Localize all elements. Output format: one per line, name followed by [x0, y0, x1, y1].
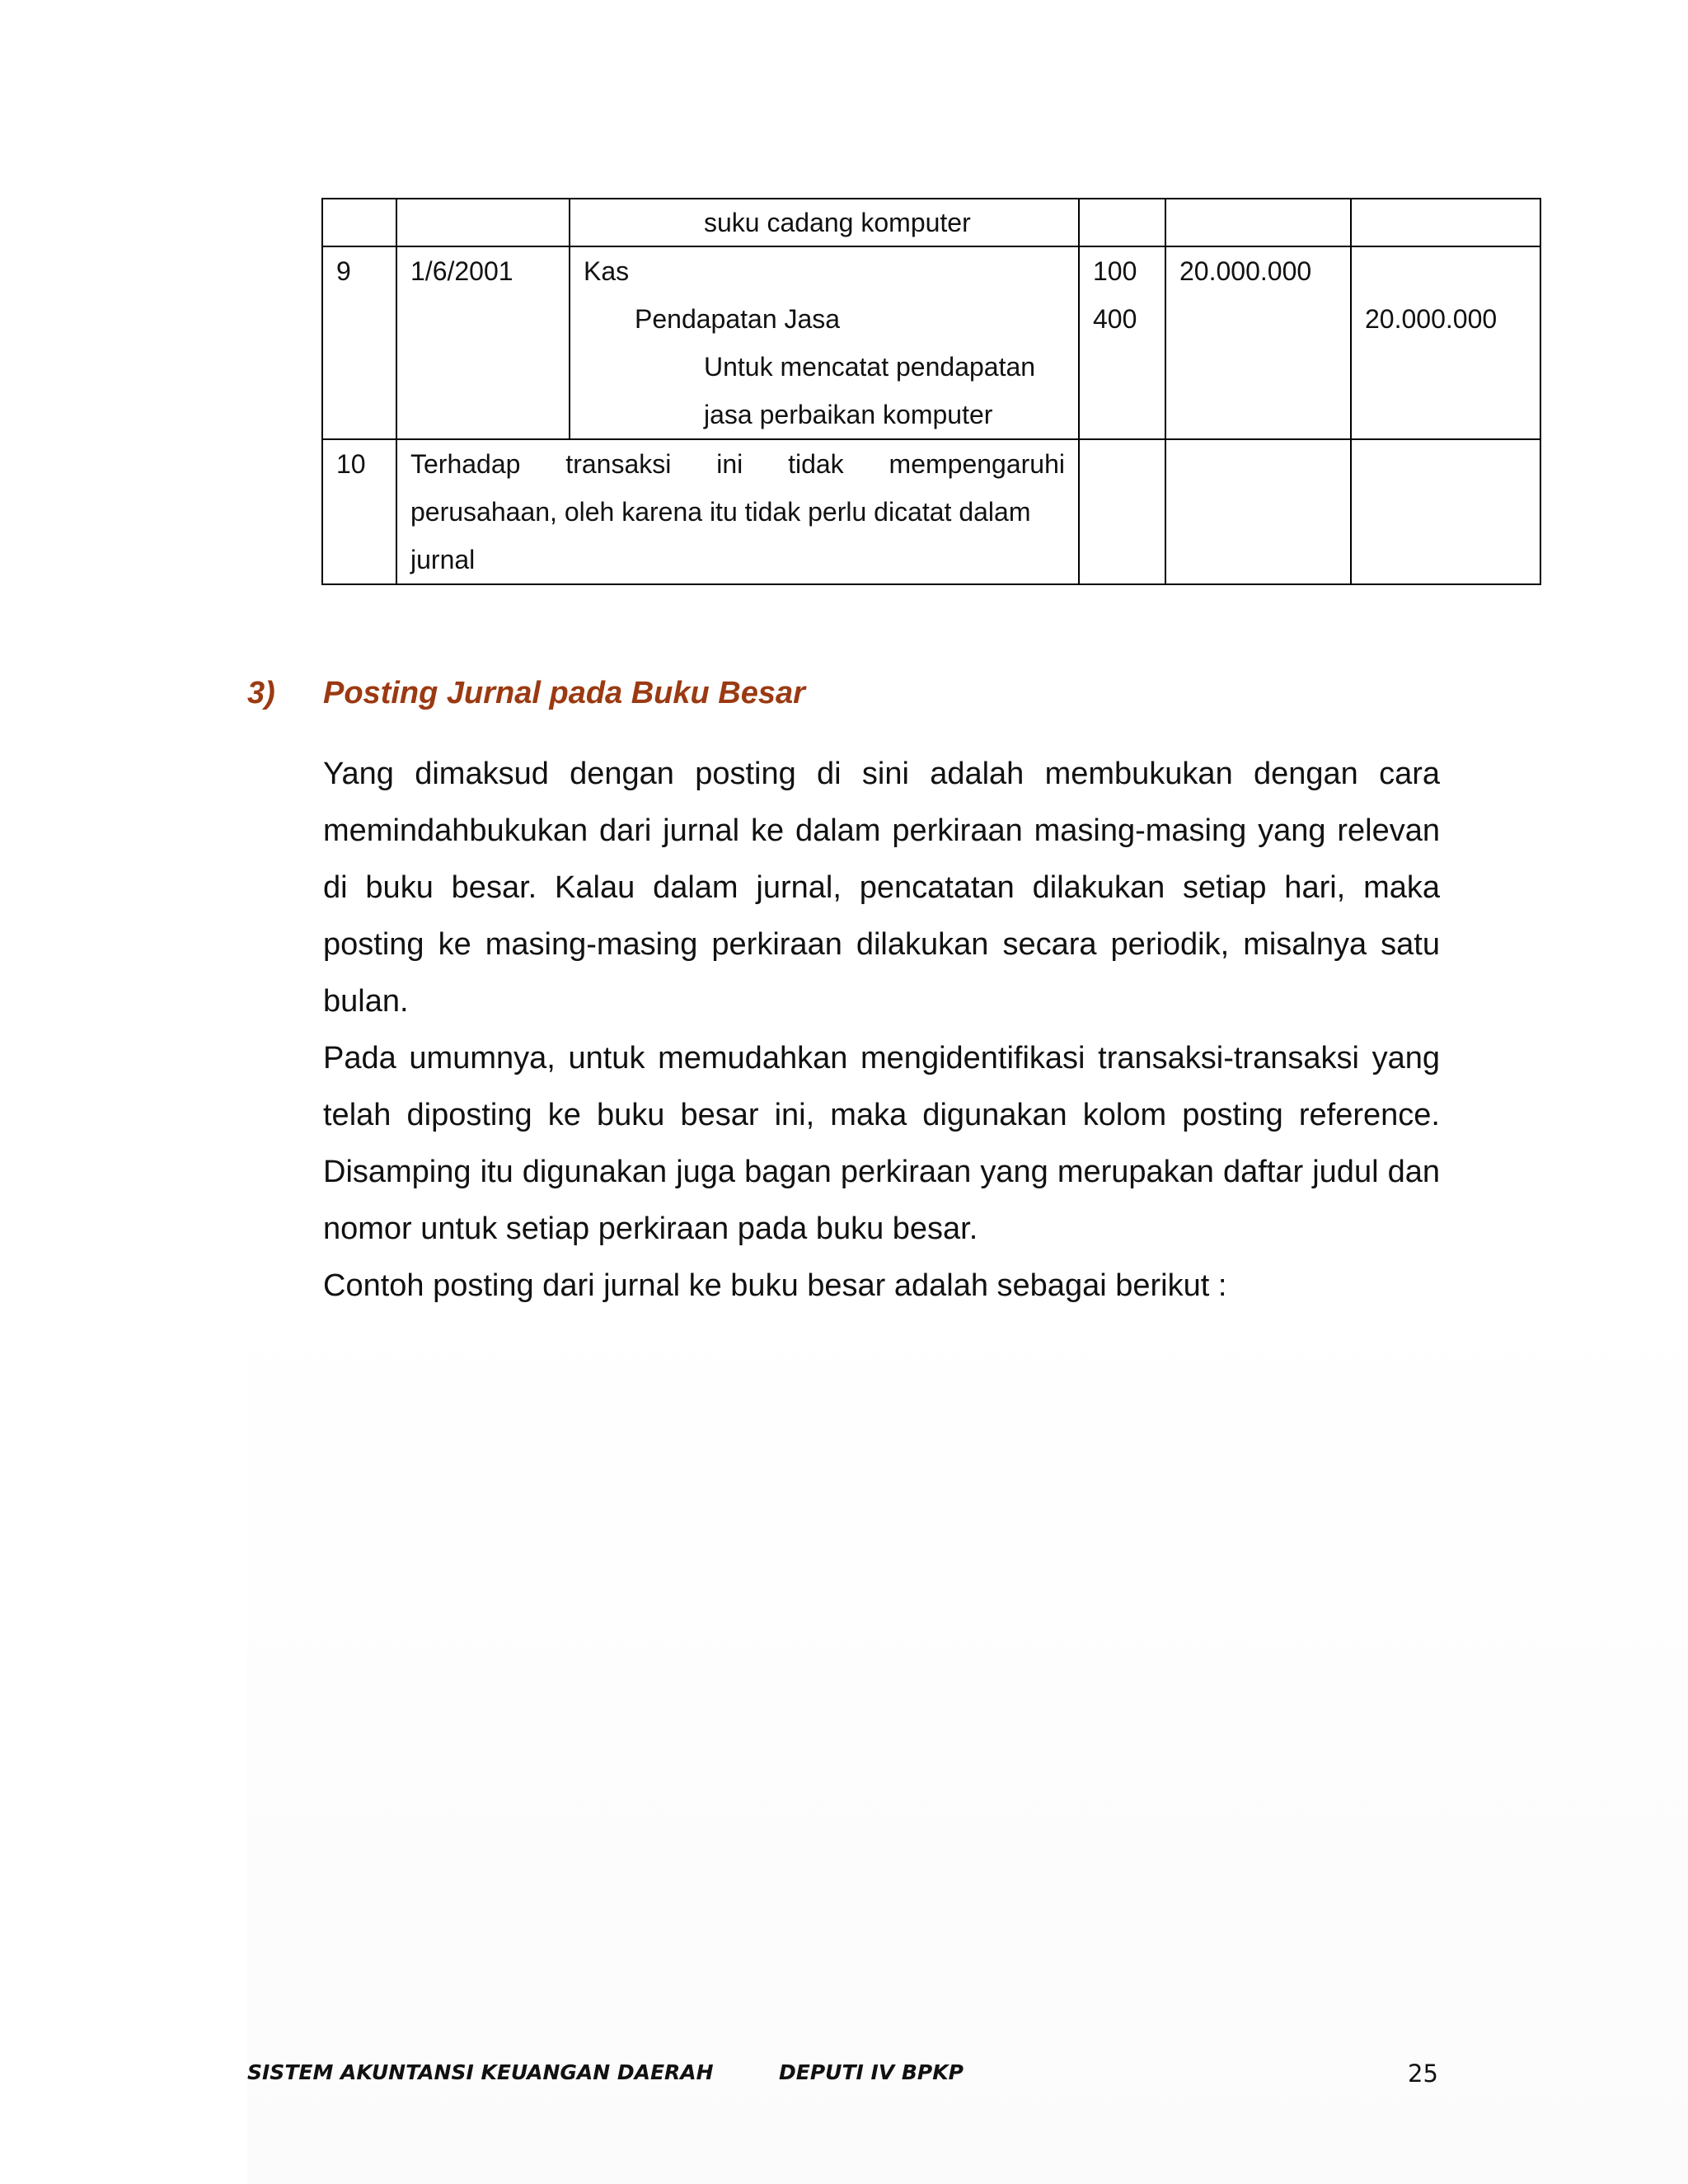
paragraph: Contoh posting dari jurnal ke buku besar adalah sebagai berikut :: [323, 1268, 1227, 1303]
footer-organization: DEPUTI IV BPKP: [779, 2060, 964, 2084]
table-row: [322, 199, 1540, 246]
cell-ref: [1079, 439, 1165, 584]
word: ini: [716, 449, 743, 479]
description-line: jasa perbaikan komputer: [704, 400, 993, 429]
page-number: 25: [1408, 2060, 1438, 2088]
body-text: [323, 746, 1440, 1315]
cell-ref: [1079, 199, 1165, 246]
cell-description: [570, 246, 1079, 439]
cell-no: 10: [322, 439, 396, 584]
debit-amount: 20.000.000: [1179, 256, 1312, 286]
cell-description: [570, 199, 1079, 246]
word: transaksi: [565, 449, 672, 479]
section-number: 3): [247, 676, 275, 710]
cell-date: [396, 199, 570, 246]
journal-table: [321, 198, 1541, 585]
cell-credit: [1351, 246, 1540, 439]
paragraph: Pada umumnya, untuk memudahkan mengidentifikasi transaksi-transaksi yang telah diposting ke buku besar ini, maka digunakan kolom posting reference. Disamping itu digunakan juga bagan perkiraan yang merupakan daftar judul dan nomor untuk setiap perkiraan pada buku besar.: [323, 1041, 1440, 1246]
credit-blank: [1365, 247, 1526, 295]
cell-credit: [1351, 199, 1540, 246]
cell-no: [322, 199, 396, 246]
word: Terhadap: [410, 449, 521, 479]
section-title: Posting Jurnal pada Buku Besar: [323, 676, 805, 710]
word: mempengaruhi: [889, 449, 1065, 479]
page-background: [247, 1269, 1688, 2184]
description-line: Kas: [584, 256, 630, 286]
description-line: Untuk mencatat pendapatan: [704, 352, 1036, 382]
cell-debit: [1165, 439, 1351, 584]
footer-title: SISTEM AKUNTANSI KEUANGAN DAERAH: [247, 2060, 714, 2084]
description-line: perusahaan, oleh karena itu tidak perlu dicatat dalam: [410, 497, 1031, 527]
cell-credit: [1351, 439, 1540, 584]
paragraph: Yang dimaksud dengan posting di sini adalah membukukan dengan cara memindahbukukan dari jurnal ke dalam perkiraan masing-masing yang relevan di buku besar. Kalau dalam jurnal, pencatatan dilakukan setiap hari, maka posting ke masing-masing perkiraan dilakukan secara periodik, misalnya satu bulan.: [323, 757, 1440, 1019]
credit-amount: 20.000.000: [1365, 304, 1498, 334]
cell-no: 9: [322, 246, 396, 439]
cell-description-merged: [396, 439, 1079, 584]
cell-debit: [1165, 246, 1351, 439]
cell-ref: [1079, 246, 1165, 439]
description-line: suku cadang komputer: [704, 208, 971, 237]
cell-debit: [1165, 199, 1351, 246]
description-line: jurnal: [410, 545, 476, 574]
cell-date: 1/6/2001: [396, 246, 570, 439]
description-line: Pendapatan Jasa: [635, 304, 841, 334]
description-line: [410, 440, 1065, 488]
table-row: [322, 439, 1540, 584]
ref-line: 400: [1093, 304, 1137, 334]
section-heading: [247, 676, 805, 711]
table-row: [322, 246, 1540, 439]
ref-line: 100: [1093, 256, 1137, 286]
word: tidak: [788, 449, 844, 479]
